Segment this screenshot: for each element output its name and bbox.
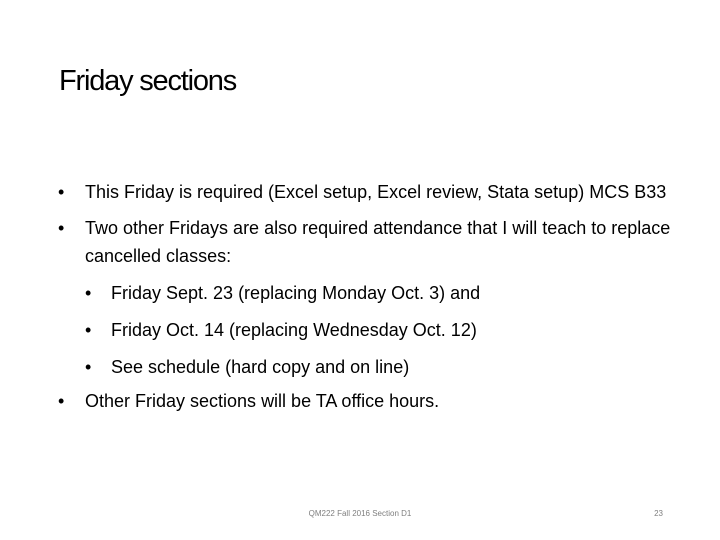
bullet-marker: • — [58, 218, 65, 238]
sub-bullet-text: See schedule (hard copy and on line) — [111, 357, 410, 377]
slide-title: Friday sections — [59, 65, 237, 97]
sub-bullet-item — [58, 279, 678, 307]
sub-bullet-text: Friday Oct. 14 (replacing Wednesday Oct. 12) — [111, 320, 477, 340]
slide-number: 23 — [654, 509, 663, 518]
bullet-item — [58, 214, 678, 270]
sub-bullet-marker: • — [85, 320, 92, 340]
bullet-item — [58, 178, 678, 206]
bullet-marker: • — [58, 391, 65, 411]
sub-bullet-marker: • — [85, 283, 92, 303]
bullet-text: Other Friday sections will be TA office hours. — [85, 391, 440, 411]
sub-bullet-text: Friday Sept. 23 (replacing Monday Oct. 3) and — [111, 283, 481, 303]
sub-bullet-item — [58, 316, 678, 344]
bullet-marker: • — [58, 182, 65, 202]
slide-footer: QM222 Fall 2016 Section D1 — [308, 509, 412, 518]
bullet-item — [58, 387, 678, 415]
sub-bullet-marker: • — [85, 357, 92, 377]
bullet-text: Two other Fridays are also required attendance that I will teach to replace cancelled classes: — [85, 218, 671, 266]
slide-body — [58, 178, 678, 415]
sub-bullet-item — [58, 353, 678, 381]
bullet-text: This Friday is required (Excel setup, Excel review, Stata setup) MCS B33 — [85, 182, 667, 202]
